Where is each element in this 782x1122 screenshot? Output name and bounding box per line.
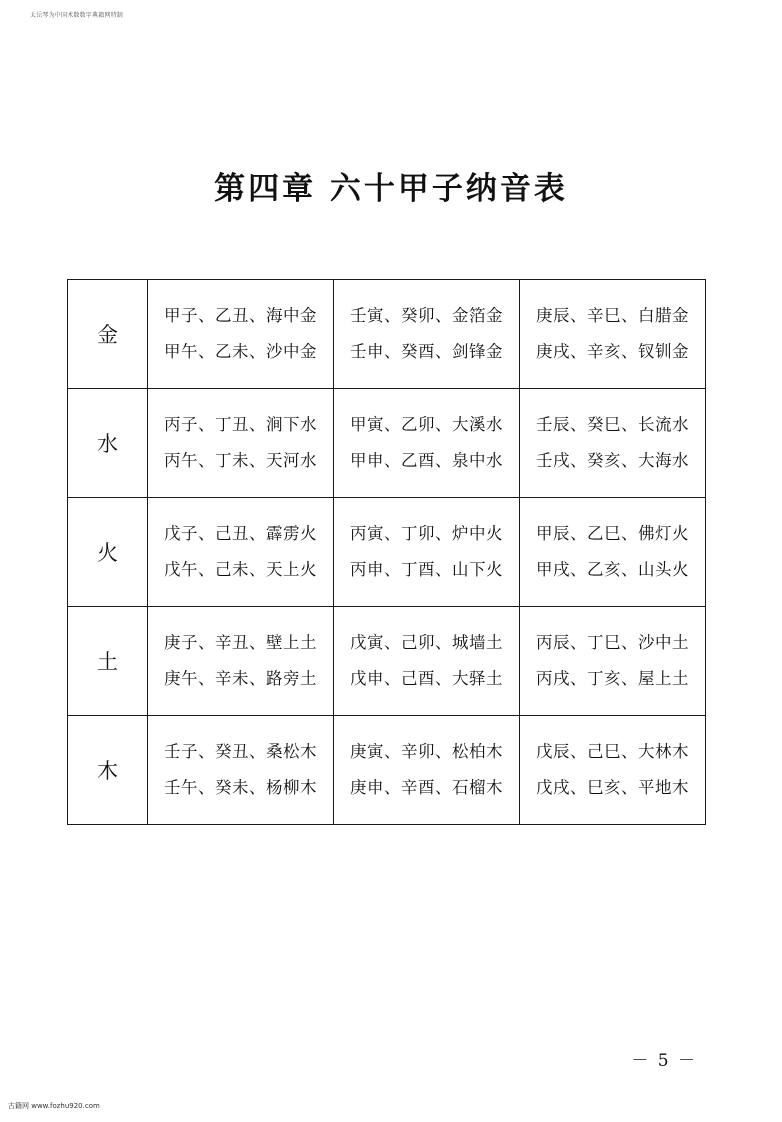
footer-site: 古籍网 www.fozhu920.com <box>8 1102 100 1110</box>
group-cell <box>334 280 520 389</box>
nayin-entry: 丙申、丁酉、山下火 <box>350 560 503 579</box>
nayin-entry: 甲戌、乙亥、山头火 <box>536 560 689 579</box>
element-cell-earth: 土 <box>68 607 148 716</box>
nayin-entry: 庚戌、辛亥、钗钏金 <box>536 342 689 361</box>
nayin-entry: 壬寅、癸卯、金箔金 <box>350 306 503 325</box>
group-cell <box>148 280 334 389</box>
nayin-entry: 丙戌、丁亥、屋上土 <box>536 669 689 688</box>
nayin-entry: 壬午、癸未、杨柳木 <box>164 778 317 797</box>
nayin-entry: 戊午、己未、天上火 <box>164 560 317 579</box>
element-cell-fire: 火 <box>68 498 148 607</box>
element-cell-metal: 金 <box>68 280 148 389</box>
nayin-entry: 壬戌、癸亥、大海水 <box>536 451 689 470</box>
nayin-entry: 壬子、癸丑、桑松木 <box>164 742 317 761</box>
group-cell <box>520 389 706 498</box>
nayin-entry: 壬申、癸酉、剑锋金 <box>350 342 503 361</box>
nayin-entry: 甲午、乙未、沙中金 <box>164 342 317 361</box>
group-cell <box>520 607 706 716</box>
group-cell <box>520 280 706 389</box>
nayin-entry: 庚子、辛丑、壁上土 <box>164 633 317 652</box>
nayin-entry: 丙午、丁未、天河水 <box>164 451 317 470</box>
nayin-entry: 戊子、己丑、霹雳火 <box>164 524 317 543</box>
nayin-entry: 丙寅、丁卯、炉中火 <box>350 524 503 543</box>
nayin-entry: 庚申、辛酉、石榴木 <box>350 778 503 797</box>
nayin-entry: 丙辰、丁巳、沙中土 <box>536 633 689 652</box>
group-cell <box>148 716 334 825</box>
table-row <box>68 389 706 498</box>
group-cell <box>520 498 706 607</box>
nayin-entry: 壬辰、癸巳、长流水 <box>536 415 689 434</box>
nayin-entry: 丙子、丁丑、涧下水 <box>164 415 317 434</box>
group-cell <box>334 716 520 825</box>
group-cell <box>334 389 520 498</box>
group-cell <box>520 716 706 825</box>
element-cell-water: 水 <box>68 389 148 498</box>
group-cell <box>148 389 334 498</box>
table-row <box>68 498 706 607</box>
nayin-entry: 庚午、辛未、路旁土 <box>164 669 317 688</box>
element-cell-wood: 木 <box>68 716 148 825</box>
nayin-entry: 戊申、己酉、大驿土 <box>350 669 503 688</box>
group-cell <box>334 607 520 716</box>
nayin-entry: 庚寅、辛卯、松柏木 <box>350 742 503 761</box>
page-number: － 5 － <box>631 1051 697 1071</box>
group-cell <box>148 607 334 716</box>
table-row <box>68 280 706 389</box>
group-cell <box>334 498 520 607</box>
page-title: 第四章 六十甲子纳音表 <box>214 171 568 207</box>
group-cell <box>148 498 334 607</box>
nayin-entry: 戊戌、巳亥、平地木 <box>536 778 689 797</box>
nayin-entry: 甲子、乙丑、海中金 <box>164 306 317 325</box>
nayin-table <box>67 279 706 825</box>
nayin-entry: 甲寅、乙卯、大溪水 <box>350 415 503 434</box>
nayin-entry: 庚辰、辛巳、白腊金 <box>536 306 689 325</box>
nayin-entry: 戊辰、己巳、大林木 <box>536 742 689 761</box>
nayin-entry: 戊寅、己卯、城墙土 <box>350 633 503 652</box>
header-note: 太岳琴为中国术数数字典籍网特制 <box>30 12 124 19</box>
nayin-entry: 甲辰、乙巳、佛灯火 <box>536 524 689 543</box>
table-row <box>68 607 706 716</box>
table-row <box>68 716 706 825</box>
nayin-entry: 甲申、乙酉、泉中水 <box>350 451 503 470</box>
